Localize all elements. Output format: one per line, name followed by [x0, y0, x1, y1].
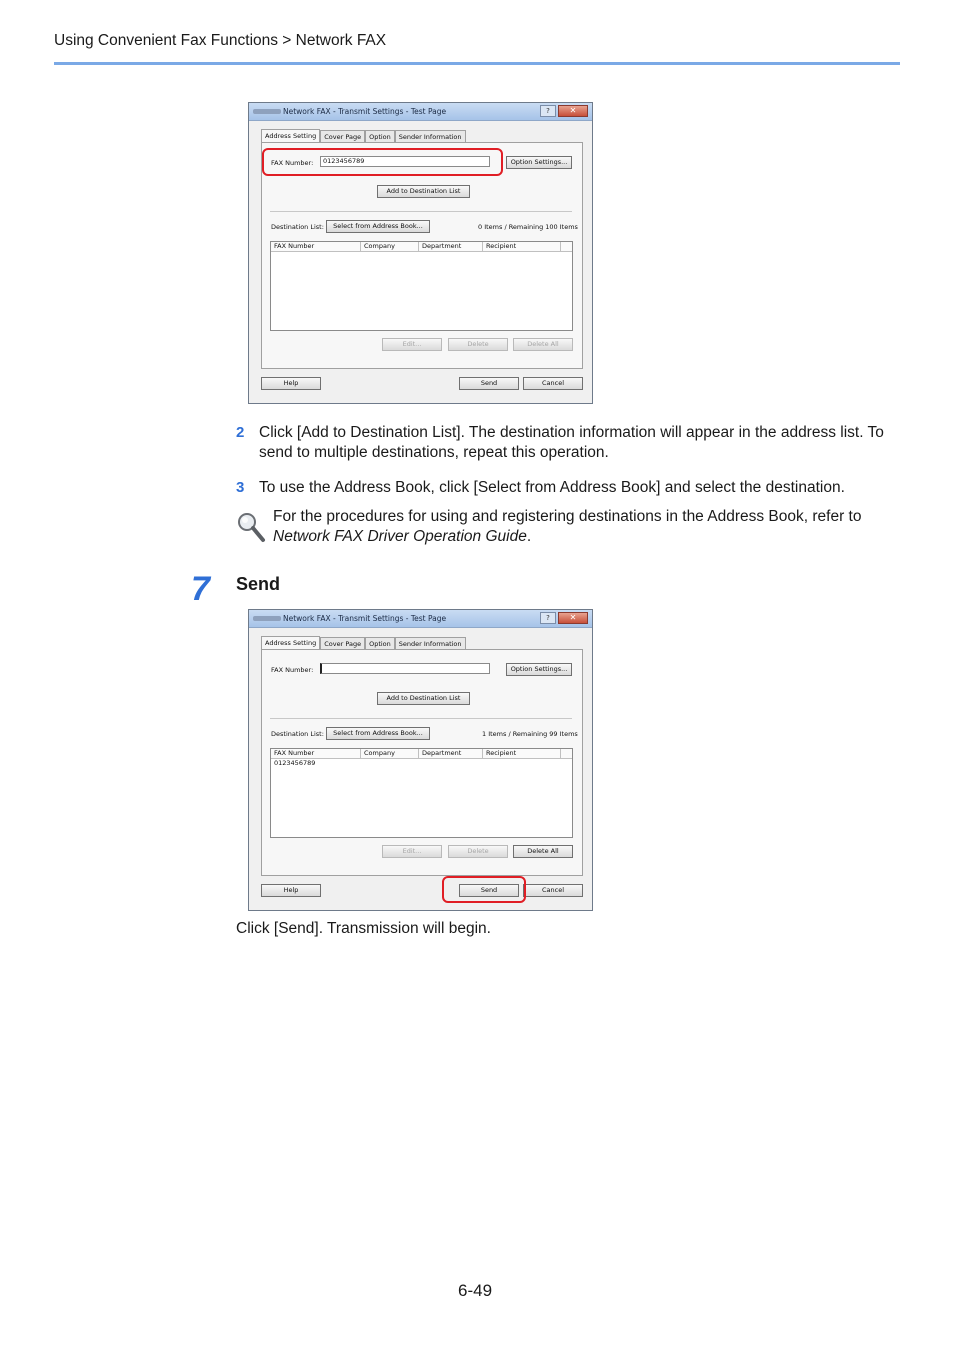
- add-to-destination-list-button[interactable]: Add to Destination List: [377, 692, 470, 705]
- tab-cover-page[interactable]: Cover Page: [320, 130, 365, 143]
- edit-button[interactable]: Edit...: [382, 338, 442, 351]
- send-button[interactable]: Send: [459, 377, 519, 390]
- step-3-number: 3: [236, 479, 245, 496]
- send-button[interactable]: Send: [459, 884, 519, 897]
- window-title: Network FAX - Transmit Settings - Test Page: [283, 107, 447, 116]
- column-fax-number[interactable]: FAX Number: [271, 749, 361, 758]
- column-department[interactable]: Department: [419, 749, 483, 758]
- close-icon[interactable]: ✕: [558, 612, 588, 624]
- fax-number-highlight: [262, 148, 503, 176]
- address-setting-panel: [261, 142, 583, 369]
- divider: [270, 211, 572, 212]
- delete-all-button[interactable]: Delete All: [513, 845, 573, 858]
- window-title: Network FAX - Transmit Settings - Test Page: [283, 614, 447, 623]
- select-from-address-book-button[interactable]: Select from Address Book...: [326, 220, 430, 233]
- step-3-text: To use the Address Book, click [Select from Address Book] and select the destination.: [259, 479, 845, 496]
- divider: [270, 718, 572, 719]
- destination-list[interactable]: [270, 748, 573, 838]
- delete-button[interactable]: Delete: [448, 338, 508, 351]
- delete-all-button[interactable]: Delete All: [513, 338, 573, 351]
- destination-list-label: Destination List:: [271, 223, 324, 231]
- address-setting-panel: [261, 649, 583, 876]
- option-settings-button[interactable]: Option Settings...: [506, 663, 572, 676]
- option-settings-button[interactable]: Option Settings...: [506, 156, 572, 169]
- note-text-main: For the procedures for using and registering destinations in the Address Book, refer to: [273, 508, 862, 525]
- step-7-heading: Send: [236, 574, 281, 594]
- destination-list-label: Destination List:: [271, 730, 324, 738]
- tab-cover-page[interactable]: Cover Page: [320, 637, 365, 650]
- help-icon[interactable]: ?: [540, 105, 556, 117]
- delete-button[interactable]: Delete: [448, 845, 508, 858]
- step-2-number: 2: [236, 424, 245, 441]
- item-count-text: 1 Items / Remaining 99 Items: [482, 730, 578, 738]
- caption: Click [Send]. Transmission will begin.: [236, 920, 491, 937]
- fax-number-input[interactable]: [320, 663, 490, 674]
- tab-sender-information[interactable]: Sender Information: [395, 637, 466, 650]
- column-company[interactable]: Company: [361, 242, 419, 251]
- step-7-number: 7: [191, 570, 210, 608]
- help-icon[interactable]: ?: [540, 612, 556, 624]
- column-fax-number[interactable]: FAX Number: [271, 242, 361, 251]
- list-item[interactable]: 0123456789: [274, 759, 316, 767]
- close-icon[interactable]: ✕: [558, 105, 588, 117]
- note-text: [273, 507, 903, 546]
- tab-address-setting[interactable]: Address Setting: [261, 636, 320, 650]
- step-2-text: Click [Add to Destination List]. The destination information will appear in the address list. To send to multiple destinations, repeat this operation.: [259, 424, 884, 461]
- title-bar[interactable]: [249, 610, 592, 628]
- note-guide-title: Network FAX Driver Operation Guide: [273, 527, 527, 545]
- transmit-settings-dialog-2: [248, 609, 593, 911]
- tab-sender-information[interactable]: Sender Information: [395, 130, 466, 143]
- app-logo-icon: [253, 616, 281, 621]
- app-logo-icon: [253, 109, 281, 114]
- help-button[interactable]: Help: [261, 377, 321, 390]
- destination-list[interactable]: [270, 241, 573, 331]
- tab-option[interactable]: Option: [365, 637, 395, 650]
- fax-number-input[interactable]: 0123456789: [320, 156, 490, 167]
- column-recipient[interactable]: Recipient: [483, 242, 561, 251]
- cancel-button[interactable]: Cancel: [523, 377, 583, 390]
- edit-button[interactable]: Edit...: [382, 845, 442, 858]
- page-number: 6-49: [458, 1281, 493, 1300]
- item-count-text: 0 Items / Remaining 100 Items: [478, 223, 578, 231]
- header-rule: [54, 62, 900, 65]
- cancel-button[interactable]: Cancel: [523, 884, 583, 897]
- column-company[interactable]: Company: [361, 749, 419, 758]
- magnifier-icon: [236, 511, 266, 543]
- title-bar[interactable]: [249, 103, 592, 121]
- tab-address-setting[interactable]: Address Setting: [261, 129, 320, 143]
- tab-option[interactable]: Option: [365, 130, 395, 143]
- note-text-end: .: [526, 527, 532, 545]
- select-from-address-book-button[interactable]: Select from Address Book...: [326, 727, 430, 740]
- send-button-highlight: [442, 876, 526, 903]
- column-department[interactable]: Department: [419, 242, 483, 251]
- fax-number-label: FAX Number:: [271, 666, 314, 674]
- breadcrumb: Using Convenient Fax Functions > Network FAX: [54, 32, 387, 49]
- column-recipient[interactable]: Recipient: [483, 749, 561, 758]
- add-to-destination-list-button[interactable]: Add to Destination List: [377, 185, 470, 198]
- fax-number-label: FAX Number:: [271, 159, 314, 167]
- help-button[interactable]: Help: [261, 884, 321, 897]
